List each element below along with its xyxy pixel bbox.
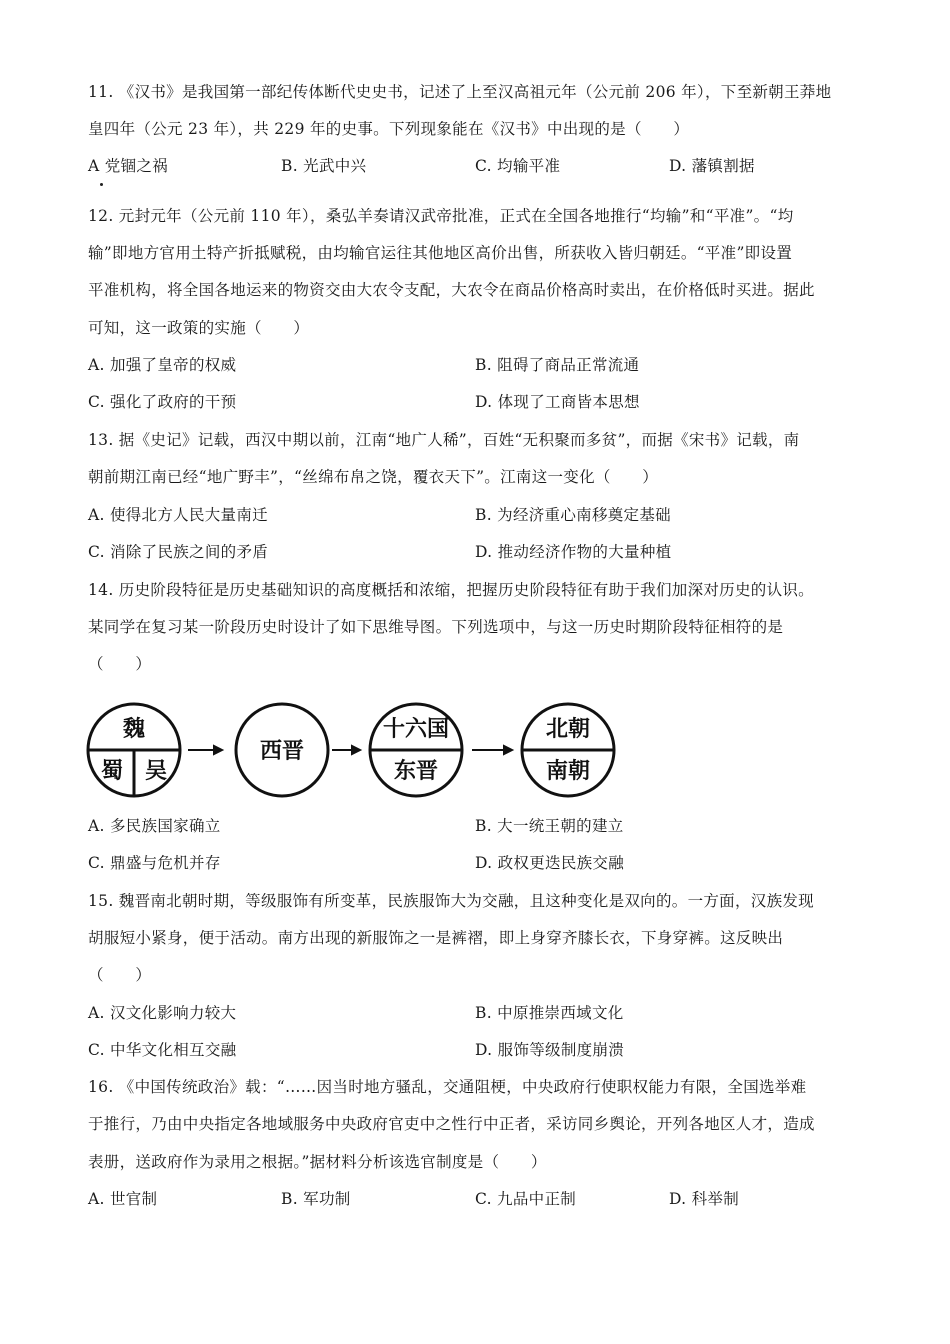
question-15-line-2: 胡服短小紧身，便于活动。南方出现的新服饰之一是裤褶，即上身穿齐膝长衣，下身穿裤。这反映出 <box>88 929 784 947</box>
question-12-option-d: D. 体现了工商皆本思想 <box>475 393 640 411</box>
question-16-line-2: 于推行，乃由中央指定各地域服务中央政府官吏中之性行中正者，采访同乡舆论，开列各地区人才，造成 <box>88 1115 815 1133</box>
question-16-line-3: 表册，送政府作为录用之根据。”据材料分析该选官制度是（ ） <box>88 1153 547 1171</box>
question-13-option-c: C. 消除了民族之间的矛盾 <box>88 543 269 561</box>
question-16-option-a: A. 世官制 <box>88 1190 158 1208</box>
question-15-line-3: （ ） <box>88 966 152 984</box>
arrow-right-icon <box>352 746 360 754</box>
question-11-option-d: D. 藩镇割据 <box>669 157 755 175</box>
question-14-line-1: 14. 历史阶段特征是历史基础知识的高度概括和浓缩，把握历史阶段特征有助于我们加深对历史的认识。 <box>88 581 814 599</box>
question-15-line-1: 15. 魏晋南北朝时期，等级服饰有所变革，民族服饰大为交融，且这种变化是双向的。一方面，汉族发现 <box>88 892 814 910</box>
question-15-option-d: D. 服饰等级制度崩溃 <box>475 1041 625 1059</box>
question-15-option-c: C. 中华文化相互交融 <box>88 1041 237 1059</box>
mindmap-label-wei: 魏 <box>122 717 146 742</box>
mindmap-label-wu: 吴 <box>144 759 168 784</box>
question-12-line-3: 平准机构，将全国各地运来的物资交由大农令支配，大农令在商品价格高时卖出，在价格低时买进。据此 <box>88 281 815 299</box>
question-11-option-b: B. 光武中兴 <box>281 157 367 175</box>
question-16-option-d: D. 科举制 <box>669 1190 740 1208</box>
mindmap-label-northern-dynasties: 北朝 <box>545 717 591 742</box>
question-12-line-1: 12. 元封元年（公元前 110 年），桑弘羊奏请汉武帝批准，正式在全国各地推行“均输”和“平准”。“均 <box>88 207 794 225</box>
stray-dot-mark <box>100 183 103 186</box>
question-14-line-3: （ ） <box>88 655 152 673</box>
question-12-option-b: B. 阻碍了商品正常流通 <box>475 356 640 374</box>
mindmap-label-dongjin: 东晋 <box>393 759 439 784</box>
question-13-option-d: D. 推动经济作物的大量种植 <box>475 543 672 561</box>
mindmap-label-xijin: 西晋 <box>259 739 305 764</box>
question-12-option-a: A. 加强了皇帝的权威 <box>88 356 237 374</box>
mindmap-label-southern-dynasties: 南朝 <box>545 759 591 784</box>
mindmap-diagram <box>86 694 626 806</box>
question-11-option-a: A 党锢之祸 <box>88 157 168 175</box>
question-13-option-a: A. 使得北方人民大量南迁 <box>88 506 268 524</box>
question-14-line-2: 某同学在复习某一阶段历史时设计了如下思维导图。下列选项中，与这一历史时期阶段特征相符的是 <box>88 618 784 636</box>
question-12-option-c: C. 强化了政府的干预 <box>88 393 237 411</box>
question-14-option-d: D. 政权更迭民族交融 <box>475 854 625 872</box>
question-11-option-c: C. 均输平准 <box>475 157 561 175</box>
question-11-line-2: 皇四年（公元 23 年），共 229 年的史事。下列现象能在《汉书》中出现的是（ ） <box>88 120 690 138</box>
arrow-right-icon <box>214 746 222 754</box>
question-16-line-1: 16. 《中国传统政治》载：“……因当时地方骚乱，交通阻梗，中央政府行使职权能力有限，全国选举难 <box>88 1078 807 1096</box>
question-12-line-4: 可知，这一政策的实施（ ） <box>88 319 310 337</box>
question-13-line-1: 13. 据《史记》记载，西汉中期以前，江南“地广人稀”，百姓“无积聚而多贫”，而据《宋书》记载，南 <box>88 431 800 449</box>
question-13-option-b: B. 为经济重心南移奠定基础 <box>475 506 671 524</box>
question-14-option-b: B. 大一统王朝的建立 <box>475 817 624 835</box>
question-14-option-c: C. 鼎盛与危机并存 <box>88 854 221 872</box>
question-15-option-b: B. 中原推崇西域文化 <box>475 1004 624 1022</box>
question-13-line-2: 朝前期江南已经“地广野丰”，“丝绵布帛之饶，覆衣天下”。江南这一变化（ ） <box>88 468 659 486</box>
mindmap-label-sixteen-states: 十六国 <box>382 717 450 742</box>
mindmap-label-shu: 蜀 <box>100 759 124 784</box>
arrow-right-icon <box>504 746 512 754</box>
question-16-option-b: B. 军功制 <box>281 1190 351 1208</box>
question-15-option-a: A. 汉文化影响力较大 <box>88 1004 237 1022</box>
question-12-line-2: 输”即地方官用土特产折抵赋税，由均输官运往其他地区高价出售，所获收入皆归朝廷。“平准”即设置 <box>88 244 793 262</box>
question-16-option-c: C. 九品中正制 <box>475 1190 577 1208</box>
question-11-line-1: 11. 《汉书》是我国第一部纪传体断代史史书，记述了上至汉高祖元年（公元前 206 年），下至新朝王莽地 <box>88 83 832 101</box>
question-14-option-a: A. 多民族国家确立 <box>88 817 221 835</box>
